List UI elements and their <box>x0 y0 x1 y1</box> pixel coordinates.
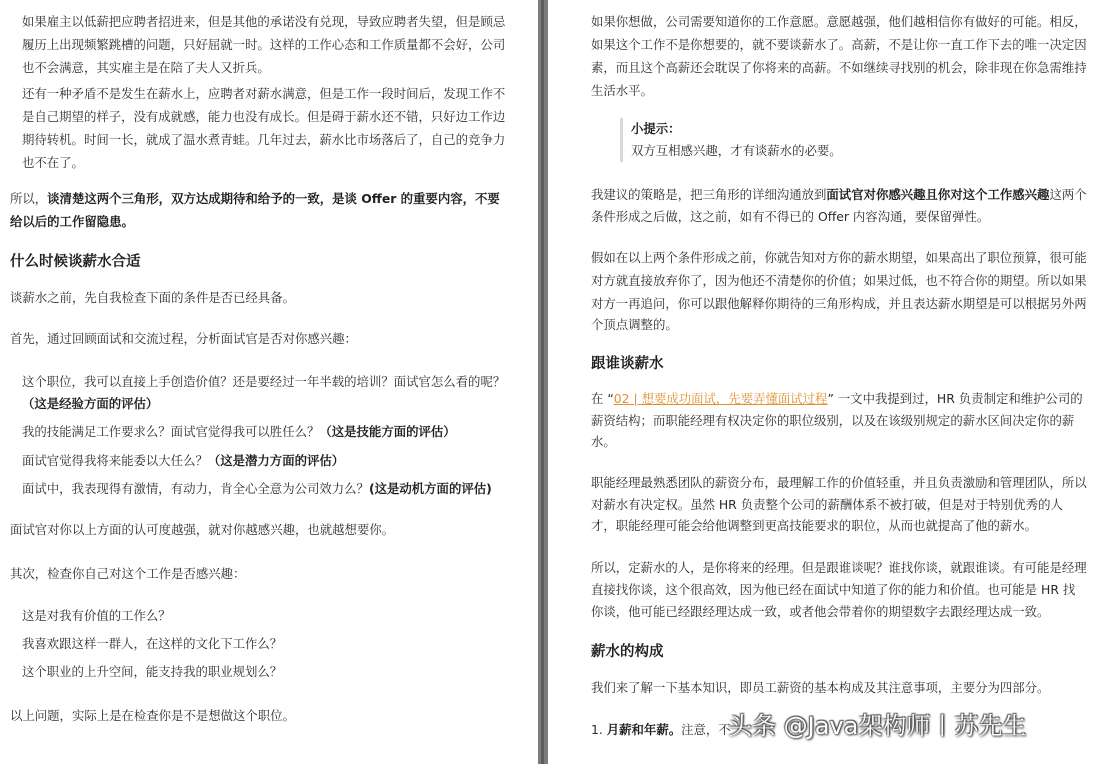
list-item <box>22 420 456 443</box>
section-heading: 什么时候谈薪水合适 <box>10 254 141 270</box>
paragraph-line: 对方一再追问，你可以跟他解释你期待的三角形构成，并且表达薪水期望是可以根据另外两 <box>591 296 1087 311</box>
paragraph-line: 也不会满意，其实雇主是在陪了夫人又折兵。 <box>22 60 270 75</box>
paragraph-line: 假如在以上两个条件形成之前，你就告知对方你的薪水期望，如果高出了职位预算，很可能 <box>591 250 1087 265</box>
tip-title: 小提示： <box>631 121 681 136</box>
list-item: 这是对我有价值的工作么？ <box>22 608 171 623</box>
paragraph-line: 才，职能经理可能会给他调整到更高技能要求的职位，从而也就提高了他的薪水。 <box>591 518 1038 533</box>
text: 注意，不 <box>681 722 731 737</box>
list-item <box>22 477 492 500</box>
paragraph-line: 所以，定薪水的人，是你将来的经理。但是跟谁谈呢？谁找你谈，就跟谁谈。有可能是经理 <box>591 560 1087 575</box>
bold-text: 面试官对你感兴趣且你对这个工作感兴趣 <box>826 187 1050 202</box>
bold-text: 谈清楚这两个三角形，双方达成期待和给予的一致，是谈 Offer 的重要内容，不要 <box>47 191 500 206</box>
watermark: 头条 @Java架构师丨苏先生 <box>728 712 1027 740</box>
page-divider <box>538 0 548 764</box>
paragraph-line: 你谈，他可能已经跟经理达成一致，或者他会带着你的期望数字去跟经理达成一致。 <box>591 604 1050 619</box>
text: 我建议的策略是，把三角形的详细沟通放到 <box>591 187 827 202</box>
text: 在 “ <box>591 391 614 406</box>
paragraph-line <box>591 387 1083 410</box>
list-item-note: (这是动机方面的评估) <box>368 481 492 496</box>
list-item <box>591 718 731 741</box>
paragraph-line: 水。 <box>591 434 616 449</box>
list-item <box>22 449 344 472</box>
paragraph-line <box>591 183 1087 206</box>
text: 我的技能满足工作要求么？面试官觉得我可以胜任么？ <box>22 424 320 439</box>
text: ” 一文中我提到过，HR 负责制定和维护公司的 <box>827 391 1083 406</box>
paragraph: 面试官对你以上方面的认可度越强，就对你越感兴趣，也就越想要你。 <box>10 522 395 537</box>
paragraph-line: 对方就直接放弃你了，因为他还不清楚你的价值；如果过低，也不符合你的期望。所以如果 <box>591 273 1087 288</box>
list-item-note: （这是潜力方面的评估） <box>207 453 345 468</box>
left-page <box>0 0 538 764</box>
paragraph-line: 如果这个工作不是你想要的，就不要谈薪水了。高薪，不是让你一直工作下去的唯一决定因 <box>591 37 1087 52</box>
text: 这两个 <box>1049 187 1087 202</box>
paragraph: 其次，检查你自己对这个工作是否感兴趣： <box>10 566 246 581</box>
paragraph-line: 生活水平。 <box>591 83 653 98</box>
list-item-note: （这是经验方面的评估） <box>22 396 159 411</box>
list-item: 这个职业的上升空间，能支持我的职业规划么？ <box>22 664 283 679</box>
paragraph-line: 是自己期望的样子，没有成就感，能力也没有成长。但是碍于薪水还不错，只好边工作边 <box>22 109 506 124</box>
paragraph-line: 还有一种矛盾不是发生在薪水上，应聘者对薪水满意，但是工作一段时间后，发现工作不 <box>22 86 506 101</box>
bold-text: 月薪和年薪。 <box>606 722 682 737</box>
paragraph-line: 对薪水有决定权。虽然 HR 负责整个公司的薪酬体系不被打破，但是对于特别优秀的人 <box>591 497 1063 512</box>
text: 面试官觉得我将来能委以大任么？ <box>22 453 208 468</box>
section-heading: 跟谁谈薪水 <box>591 356 664 372</box>
paragraph-line: 如果雇主以低薪把应聘者招进来，但是其他的承诺没有兑现，导致应聘者失望，但是顾忌 <box>22 14 506 29</box>
paragraph-line: 素，而且这个高薪还会耽误了你将来的高薪。不如继续寻找别的机会，除非现在你急需维持 <box>591 60 1087 75</box>
emphasis-paragraph <box>10 187 500 210</box>
list-item-note: （这是技能方面的评估） <box>319 424 456 439</box>
tip-quote-bar <box>620 118 623 162</box>
paragraph-line: 也不在了。 <box>22 155 84 170</box>
text: 所以， <box>10 191 48 206</box>
paragraph-line: 职能经理最熟悉团队的薪资分布，最理解工作的价值轻重，并且负责激励和管理团队，所以 <box>591 475 1087 490</box>
paragraph-line: 个顶点调整的。 <box>591 317 678 332</box>
paragraph: 首先，通过回顾面试和交流过程，分析面试官是否对你感兴趣： <box>10 331 357 346</box>
text: 面试中，我表现得有激情，有动力，肯全心全意为公司效力么？ <box>22 481 369 496</box>
paragraph-line: 薪资结构；而职能经理有权决定你的职位级别，以及在该级别规定的薪水区间决定你的薪 <box>591 413 1075 428</box>
paragraph-line: 直接找你谈，这个很高效，因为他已经在面试中知道了你的能力和价值。也可能是 HR 找 <box>591 582 1076 597</box>
paragraph: 我们来了解一下基本知识，即员工薪资的基本构成及其注意事项，主要分为四部分。 <box>591 680 1050 695</box>
paragraph-line: 条件形成之后做，这之前，如有不得已的 Offer 内容沟通，要保留弹性。 <box>591 209 990 224</box>
list-item: 我喜欢跟这样一群人，在这样的文化下工作么？ <box>22 636 283 651</box>
list-item: 这个职位，我可以直接上手创造价值？还是要经过一年半载的培训？面试官怎么看的呢？ <box>22 374 506 389</box>
paragraph-line: 如果你想做，公司需要知道你的工作意愿。意愿越强，他们越相信你有做好的可能。相反， <box>591 14 1087 29</box>
tip-body: 双方互相感兴趣，才有谈薪水的必要。 <box>631 143 842 158</box>
list-number: 1. <box>591 722 607 737</box>
paragraph-line: 履历上出现频繁跳槽的问题，只好屈就一时。这样的工作心态和工作质量都不会好，公司 <box>22 37 506 52</box>
paragraph-line: 期待转机。时间一长，就成了温水煮青蛙。几年过去，薪水比市场落后了，自己的竞争力 <box>22 132 506 147</box>
paragraph: 谈薪水之前，先自我检查下面的条件是否已经具备。 <box>10 290 295 305</box>
bold-text: 给以后的工作留隐患。 <box>10 214 134 229</box>
section-heading: 薪水的构成 <box>591 644 664 660</box>
paragraph: 以上问题，实际上是在检查你是不是想做这个职位。 <box>10 708 295 723</box>
article-link[interactable]: 02 | 想要成功面试，先要弄懂面试过程 <box>613 391 828 406</box>
